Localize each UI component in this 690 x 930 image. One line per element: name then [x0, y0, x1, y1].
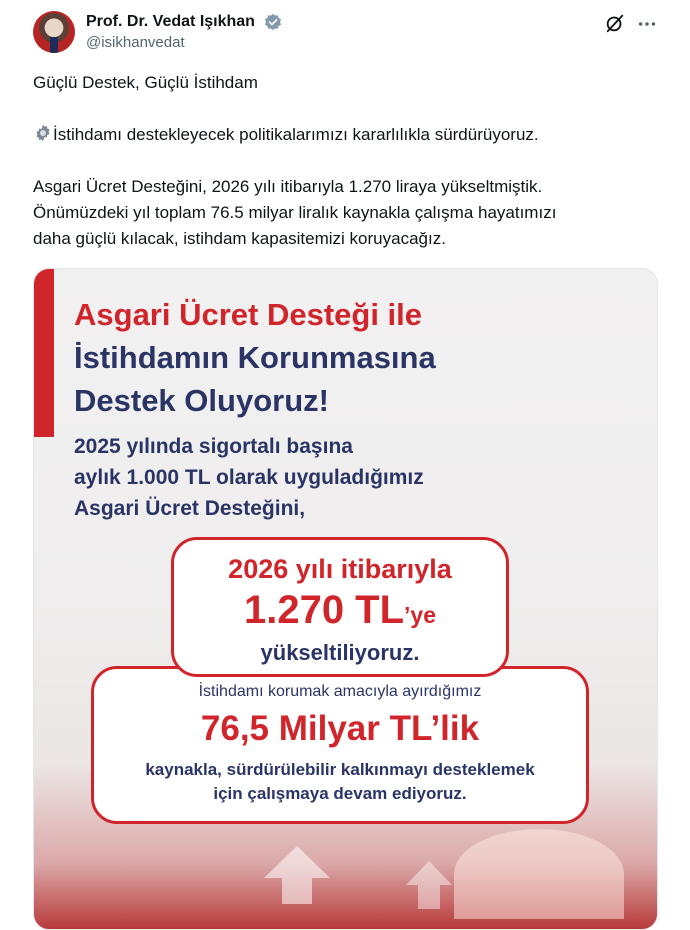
- author-name[interactable]: Prof. Dr. Vedat Işıkhan: [86, 13, 255, 30]
- more-icon[interactable]: [636, 13, 658, 35]
- amount-value: 1.270 TL: [243, 588, 405, 632]
- tweet-line-text: İstihdamı destekleyecek politikalarımızı kararlılıkla sürdürüyoruz.: [53, 125, 539, 144]
- headline-line: Asgari Ücret Desteği ile: [74, 297, 423, 332]
- avatar[interactable]: [33, 11, 75, 53]
- amount-suffix: ’ye: [404, 602, 437, 628]
- image-headline: [74, 293, 436, 422]
- tweet-line: Güçlü Destek, Güçlü İstihdam: [33, 73, 258, 92]
- tweet-line: Önümüzdeki yıl toplam 76.5 milyar liralık kaynakla çalışma hayatımızı: [33, 203, 557, 222]
- tweet-image[interactable]: [33, 268, 658, 930]
- callout-line: için çalışmaya devam ediyoruz.: [213, 784, 467, 803]
- headline-line: İstihdamın Korunmasına: [74, 340, 436, 375]
- arrow-up-graphic: [262, 844, 332, 904]
- headline-line: Destek Oluyoruz!: [74, 383, 329, 418]
- arrow-up-graphic: [404, 859, 454, 909]
- tweet-line: Asgari Ücret Desteğini, 2026 yılı itibarıyla 1.270 liraya yükseltmiştik.: [33, 177, 543, 196]
- accent-bar: [34, 269, 54, 437]
- image-subtext: [74, 431, 424, 524]
- tweet-text: [33, 70, 653, 252]
- subtext-line: aylık 1.000 TL olarak uyguladığımız: [74, 466, 424, 489]
- callout-text: [94, 758, 586, 806]
- callout-amount: 76,5 Milyar TL’lik: [200, 709, 480, 748]
- callout-line: kaynakla, sürdürülebilir kalkınmayı desteklemek: [145, 760, 535, 779]
- hand-graphic: [454, 829, 624, 919]
- callout-amount: [174, 588, 506, 633]
- subtext-line: 2025 yılında sigortalı başına: [74, 435, 353, 458]
- author-handle[interactable]: @isikhanvedat: [86, 34, 185, 51]
- callout-line: İstihdamı korumak amacıyla ayırdığımız: [198, 683, 482, 700]
- tweet-line-with-icon: [33, 122, 653, 148]
- callout-line: 2026 yılı itibarıyla: [228, 554, 452, 584]
- subtext-line: Asgari Ücret Desteğini,: [74, 497, 306, 520]
- gear-icon: [33, 123, 53, 143]
- grok-icon[interactable]: [604, 12, 626, 34]
- verified-badge-icon: [264, 13, 282, 31]
- callout-line: yükseltiliyoruz.: [260, 640, 420, 665]
- tweet-line: daha güçlü kılacak, istihdam kapasitemizi koruyacağız.: [33, 229, 446, 248]
- tweet-header: [0, 0, 690, 64]
- funding-callout: [91, 666, 589, 824]
- amount-callout: [171, 537, 509, 677]
